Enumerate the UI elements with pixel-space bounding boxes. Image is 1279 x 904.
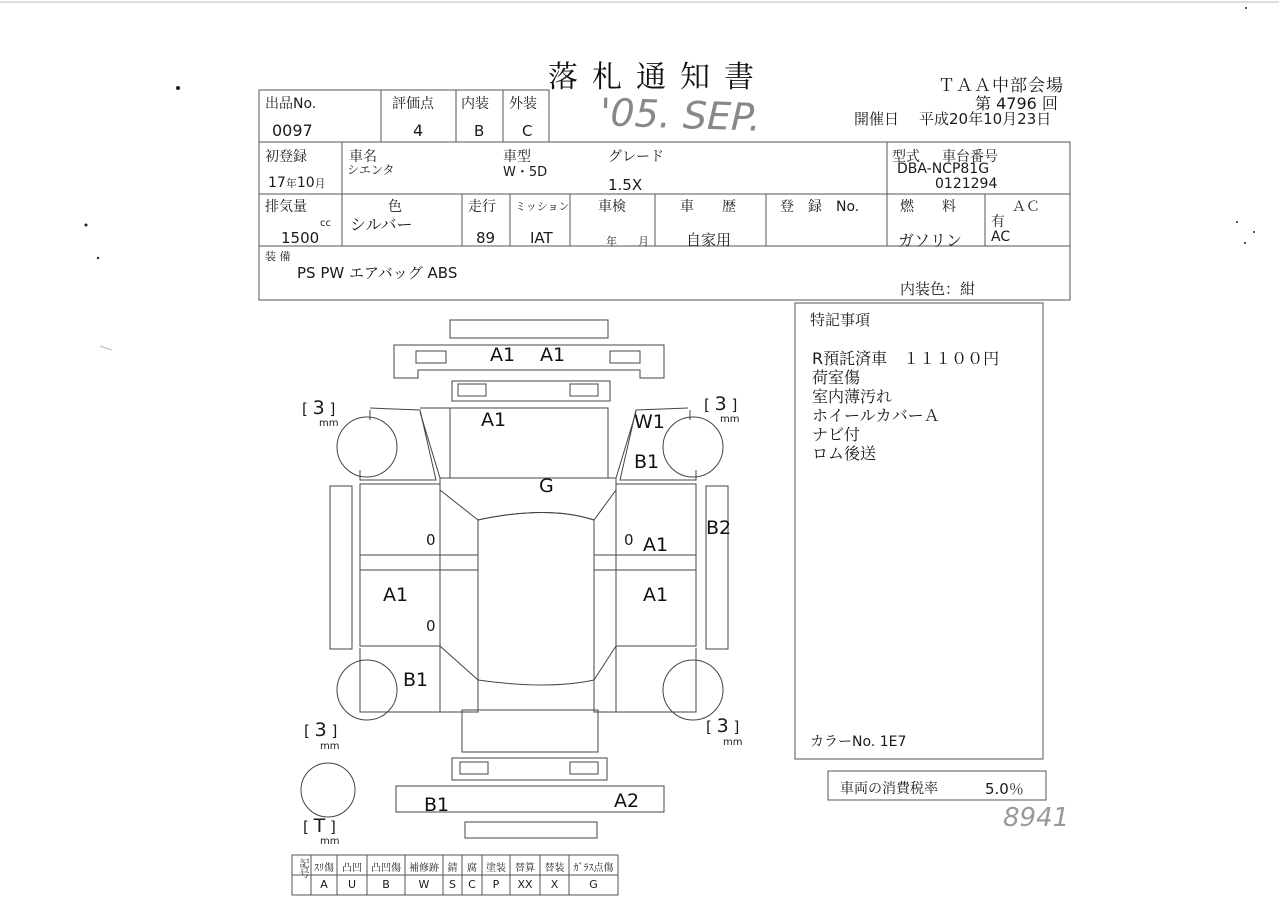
transmission-label: ミッション: [515, 200, 570, 213]
held-date-label: 開催日: [854, 110, 900, 128]
interior-grade: B: [474, 122, 485, 140]
mark-zero-right-front: 0: [624, 531, 634, 549]
legend-header-cell: 錆: [447, 863, 458, 874]
tread-front-right: [ 3 ]: [704, 393, 738, 415]
auction-venue: ＴＡＡ中部会場: [938, 76, 1064, 96]
history: 自家用: [686, 231, 732, 249]
first-reg-date: 17年10月: [268, 175, 326, 191]
mileage: 89: [476, 229, 496, 247]
car-name-label: 車名: [349, 149, 377, 165]
exterior-grade: C: [522, 122, 533, 140]
legend-header-cell: ｶﾞﾗｽ点傷: [573, 863, 614, 874]
mark-rear-bumper-left: B1: [424, 794, 450, 816]
mileage-label: 走行: [468, 199, 496, 215]
tread-spare: [ T ]: [303, 815, 336, 837]
transmission: IAT: [530, 229, 553, 247]
legend-code-cell: P: [492, 878, 500, 891]
ac-value: AC: [991, 229, 1011, 245]
legend-header-cell: 凸凹: [342, 863, 362, 874]
tax-value: 5.0％: [985, 780, 1024, 798]
mark-left-rear-fender: B1: [403, 669, 429, 691]
color-label: 色: [388, 199, 402, 215]
legend-code-cell: G: [589, 878, 598, 891]
note-line: 室内薄汚れ: [812, 387, 893, 406]
fuel: ガソリン: [898, 231, 963, 250]
handwritten-number: 8941: [1003, 803, 1070, 833]
tread-unit-rr: mm: [723, 737, 743, 748]
mark-right-fender-2: B1: [634, 451, 660, 473]
note-line: ロム後送: [812, 444, 877, 463]
registration-label: 登 録 No.: [780, 199, 860, 215]
mark-front-bumper-right: A1: [540, 344, 566, 366]
legend-header-cell: 替算: [515, 863, 535, 874]
tread-unit-fr: mm: [720, 414, 740, 425]
mark-right-side: B2: [706, 517, 732, 539]
model-code: DBA-NCP81G: [897, 161, 990, 177]
legend-code-cell: B: [382, 878, 390, 891]
legend-header-cell: 腐: [467, 863, 477, 874]
color-number: カラーNo. 1E7: [810, 734, 907, 750]
body-type-label: 車型: [503, 149, 531, 165]
lot-label: 出品No.: [265, 96, 317, 112]
grade-label: グレード: [608, 149, 664, 165]
legend-header-cell: 補修跡: [409, 863, 439, 874]
ac-label: ＡＣ: [1012, 199, 1040, 215]
handwritten-date: '05. SEP.: [599, 90, 762, 140]
lot-number: 0097: [272, 121, 313, 140]
mark-right-fender: W1: [634, 411, 665, 433]
page-title: 落札通知書: [548, 60, 768, 95]
legend-code-cell: S: [449, 878, 456, 891]
tread-front-left: [ 3 ]: [302, 397, 336, 419]
displacement: 1500: [281, 229, 320, 247]
body-type: W・5D: [503, 165, 548, 180]
mark-left-rear-door: A1: [383, 584, 409, 606]
legend-header-cell: 凸凹傷: [371, 863, 401, 874]
grade: 1.5X: [608, 176, 643, 194]
inspection-year-unit: 年: [606, 235, 617, 248]
auction-session: 第 4796 回: [975, 94, 1058, 113]
chassis-label: 車台番号: [942, 149, 998, 165]
exterior-grade-label: 外装: [509, 96, 537, 112]
equipment: PS PW エアバッグ ABS: [297, 264, 458, 282]
inspection-label: 車検: [598, 199, 626, 215]
ac-present: 有: [991, 214, 1005, 230]
mark-zero-left-front: 0: [426, 531, 436, 549]
fuel-label: 燃 料: [900, 199, 956, 215]
chassis-number: 0121294: [935, 176, 998, 192]
mark-front-bumper-left: A1: [490, 344, 516, 366]
first-reg-label: 初登録: [265, 149, 307, 165]
score-label: 評価点: [392, 96, 434, 112]
legend-code-cell: X: [550, 878, 559, 891]
note-line: ナビ付: [812, 425, 861, 444]
mark-right-front-door: A1: [643, 534, 669, 556]
tread-rear-left: [ 3 ]: [304, 719, 338, 741]
held-date: 平成20年10月23日: [919, 110, 1052, 128]
history-label: 車 歴: [680, 199, 736, 215]
score-value: 4: [413, 121, 424, 140]
legend-header-cell: 替装: [544, 863, 565, 874]
legend-header-cell: 塗装: [486, 863, 506, 874]
note-line: R預託済車 １１１００円: [812, 349, 1000, 368]
mark-zero-left-rear: 0: [426, 617, 436, 635]
displacement-label: 排気量: [265, 199, 307, 215]
tread-unit-spare: mm: [320, 836, 340, 847]
car-name: シエンタ: [347, 163, 395, 177]
legend-code-cell: W: [418, 878, 430, 891]
legend-code-cell: U: [347, 878, 357, 891]
mark-rear-bumper-right: A2: [614, 790, 640, 812]
cc-unit: cc: [320, 218, 331, 229]
tread-unit-fl: mm: [319, 418, 339, 429]
equipment-label: 装 備: [265, 250, 291, 263]
legend-code-cell: A: [320, 878, 328, 891]
interior-grade-label: 内装: [461, 96, 489, 112]
legend-code-cell: XX: [517, 878, 533, 891]
legend-side-label: 記号: [297, 858, 308, 878]
note-line: 荷室傷: [812, 368, 861, 387]
legend-header-cell: ｽﾘ傷: [314, 863, 334, 874]
interior-color: 内装色：紺: [900, 280, 976, 298]
tax-label: 車両の消費税率: [840, 781, 938, 797]
mark-hood: A1: [481, 409, 507, 431]
tread-unit-rl: mm: [320, 741, 340, 752]
note-line: ホイールカバーＡ: [812, 406, 940, 425]
mark-right-rear-door: A1: [643, 584, 669, 606]
legend-code-cell: C: [468, 878, 476, 891]
inspection-month-unit: 月: [638, 235, 649, 248]
model-label: 型式: [892, 149, 920, 165]
color: シルバー: [350, 215, 413, 234]
notes-title: 特記事項: [810, 311, 871, 329]
tread-rear-right: [ 3 ]: [706, 715, 740, 737]
mark-roof: G: [539, 475, 554, 497]
